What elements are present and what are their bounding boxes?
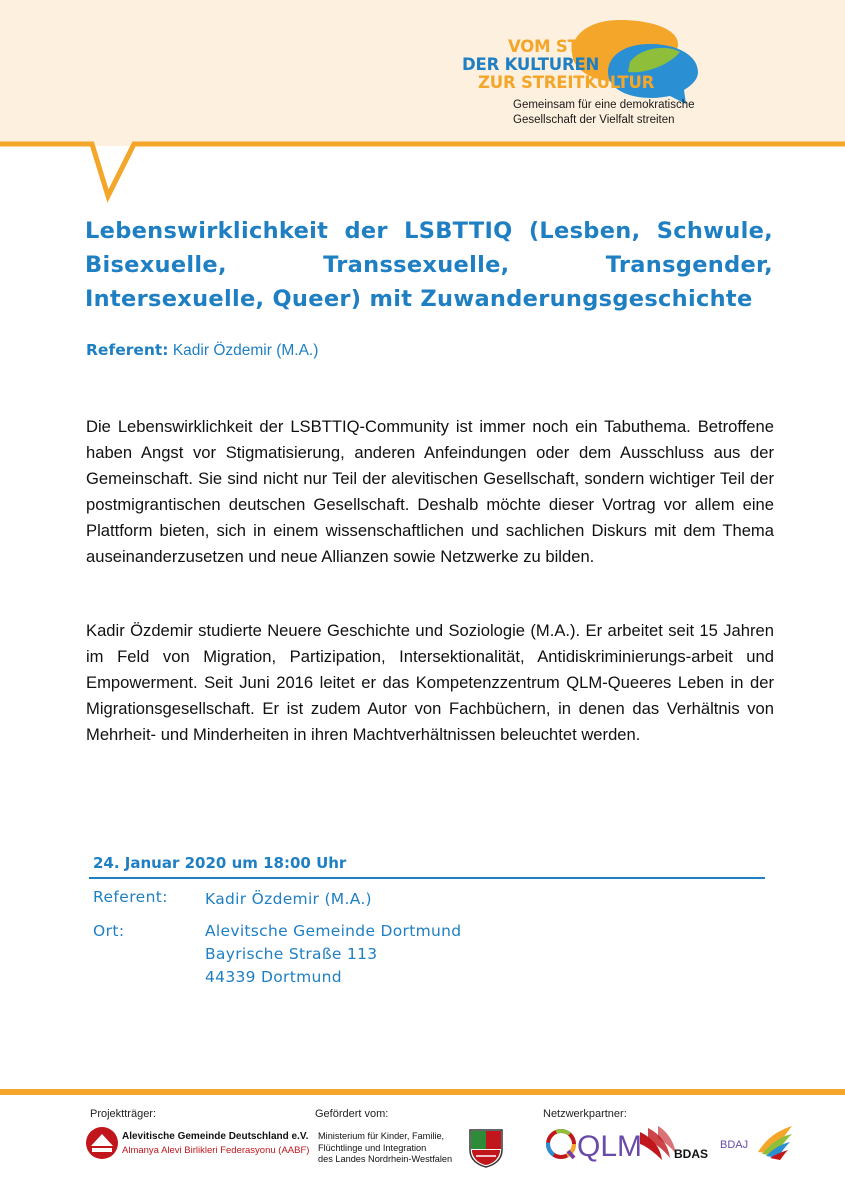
logo-wordmark [458,38,654,92]
ministry-line-3: des Landes Nordrhein-Westfalen [318,1154,453,1164]
paragraph-intro: Die Lebenswirklichkeit der LSBTTIQ-Community ist immer noch ein Tabuthema. Betroffene haben Angst vor Stigmatisierung, anderen Anfeindungen oder dem Ausschluss aus der Gemeinschaft. Sie sind nicht nur Teil der alevitischen Gesellschaft, sondern wichtiger Teil der postmigrantischen deutschen Gesellschaft. Deshalb möchte dieser Vortrag vor allem eine Plattform bieten, sich in einem wissenschaftlichen und sachlichen Diskurs mit dem Thema auseinanderzusetzen und neue Allianzen sowie Netzwerke zu bilden. [86,417,774,566]
referent-name: Kadir Özdemir (M.A.) [172,342,319,359]
ministry-line-2: Flüchtlinge und Integration [318,1142,427,1153]
qlm-logo-label: QLM [577,1130,643,1163]
logo-subtitle-line-1: Gemeinsam für eine demokratische [513,99,695,111]
nrw-coat-of-arms-icon [468,1128,504,1168]
logo-subtitle-line-2: Gesellschaft der Vielfalt streiten [513,114,675,126]
bdaj-logo-label: BDAJ [720,1139,749,1151]
referent-label: Referent: [86,341,169,359]
event-referent-label: Referent: [93,888,168,906]
logo-subtitle [513,98,695,128]
gefoerdert-label: Gefördert vom: [315,1108,389,1120]
address-line-2: Bayrische Straße 113 [205,945,378,963]
bdas-logo-icon [638,1124,714,1168]
event-ort-label: Ort: [93,922,125,940]
event-divider [89,877,765,879]
logo-line-2: DER KULTUREN [462,55,600,74]
qlm-logo-icon [543,1124,643,1168]
referent-line [86,341,318,360]
logo-line-3: ZUR STREITKULTUR [478,73,655,92]
event-referent-value: Kadir Özdemir (M.A.) [205,890,372,908]
paragraph-bio: Kadir Özdemir studierte Neuere Geschichte und Soziologie (M.A.). Er arbeitet seit 15 Jahren im Feld von Migration, Partizipation, Intersektionalität, Antidiskriminierungs-arbeit und Empowerment. Seit Juni 2016 leitet er das Kompetenzzentrum QLM-Queeres Leben in der Migrationsgesellschaft. Er ist zudem Autor von Fachbüchern, in denen das Verhältnis von Mehrheit- und Minderheiten in ihren Machtverhältnissen beleuchtet werden. [86,621,774,744]
address-line-1: Alevitsche Gemeinde Dortmund [205,922,462,940]
address-line-3: 44339 Dortmund [205,968,342,986]
ministry-name [318,1131,452,1166]
ministry-line-1: Ministerium für Kinder, Familie, [318,1131,445,1141]
projekttraeger-label: Projektträger: [90,1108,157,1120]
aabf-subname: Almanya Alevi Birlikleri Federasyonu (AABF) [122,1145,310,1156]
event-ort-address [205,920,461,989]
bdas-logo-label: BDAS [674,1147,709,1161]
netzwerk-label: Netzwerkpartner: [543,1108,627,1120]
event-date: 24. Januar 2020 um 18:00 Uhr [93,854,347,872]
page-title: Lebenswirklichkeit der LSBTTIQ (Lesben, Schwule, Bisexuelle, Transsexuelle, Transgender, Intersexuelle, Queer) mit Zuwanderungsgeschichte [85,218,773,312]
footer-divider [0,1089,845,1095]
logo-line-1: VOM STREIT [508,37,620,56]
bdaj-logo-icon [718,1122,794,1166]
aabf-name: Alevitische Gemeinde Deutschland e.V. [122,1131,309,1142]
aabf-logo-icon [85,1126,119,1160]
